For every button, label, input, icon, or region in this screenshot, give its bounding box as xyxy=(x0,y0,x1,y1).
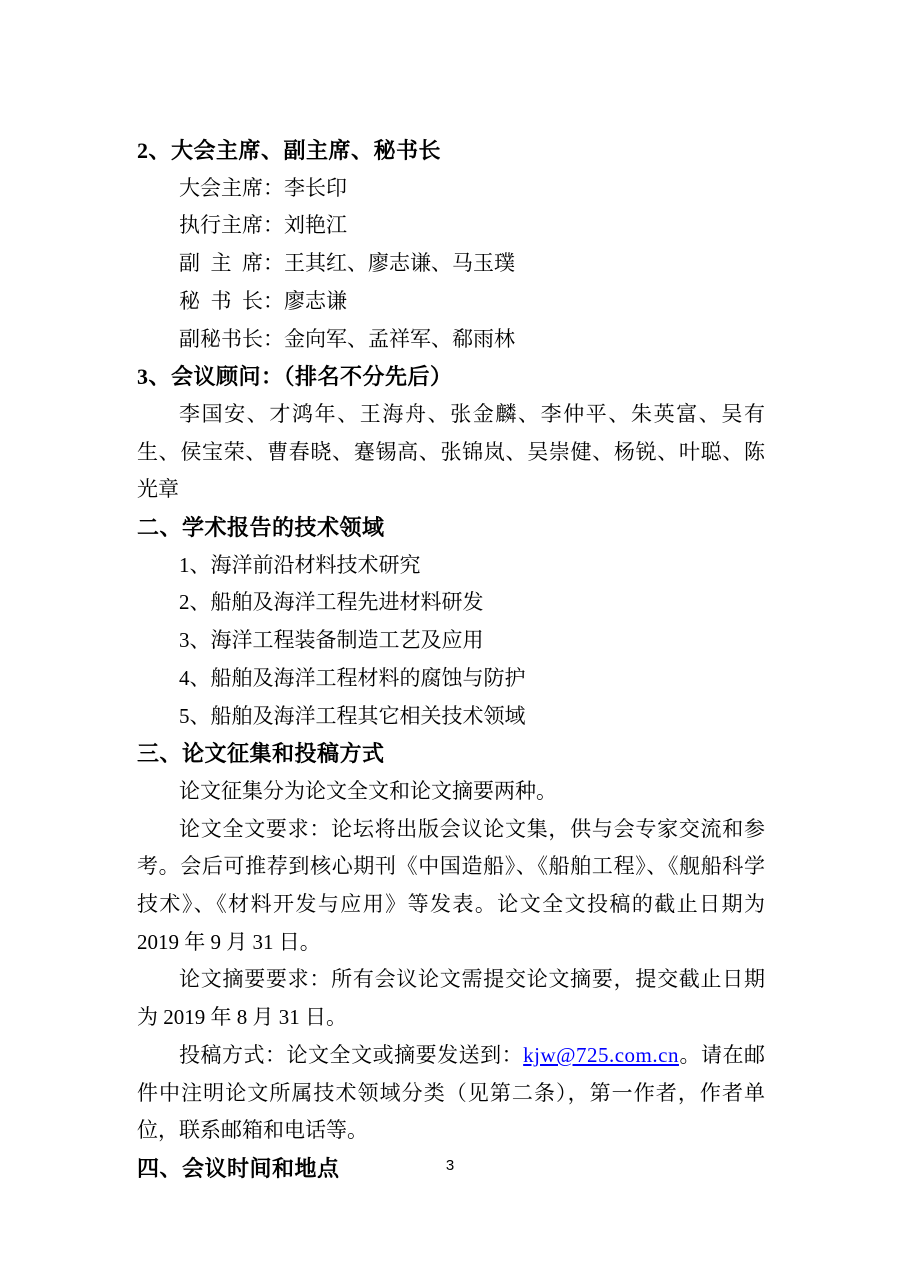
officer-line-executive-chairman: 执行主席：刘艳江 xyxy=(179,213,347,238)
heading-topics: 二、学术报告的技术领域 xyxy=(137,515,385,541)
submission-email-link[interactable]: kjw@725.com.cn xyxy=(523,1042,679,1067)
submission-paragraph-method xyxy=(137,1037,765,1150)
officer-line-chairman: 大会主席：李长印 xyxy=(179,175,347,200)
page-number: 3 xyxy=(445,1157,455,1174)
topic-item-2: 2、船舶及海洋工程先进材料研发 xyxy=(179,590,484,615)
submission-method-text-after: 。请在邮件中注明论文所属技术领域分类（见第二条），第一作者，作者单位，联系邮箱和电话等。 xyxy=(137,1042,766,1143)
document-body xyxy=(137,132,765,1188)
heading-chairs: 2、大会主席、副主席、秘书长 xyxy=(137,138,442,163)
submission-paragraph-abstract: 论文摘要要求：所有会议论文需提交论文摘要，提交截止日期为 2019 年 8 月 31 日。 xyxy=(137,967,765,1030)
topic-item-3: 3、海洋工程装备制造工艺及应用 xyxy=(179,628,484,653)
heading-submission: 三、论文征集和投稿方式 xyxy=(137,741,385,767)
submission-method-text-before: 投稿方式：论文全文或摘要发送到： xyxy=(179,1042,524,1067)
submission-paragraph-fulltext: 论文全文要求：论坛将出版会议论文集，供与会专家交流和参考。会后可推荐到核心期刊《中国造船》、《船舶工程》、《舰船科学技术》、《材料开发与应用》等发表。论文全文投稿的截止日期为 2019 年 9 月 31 日。 xyxy=(137,816,765,954)
advisor-names-paragraph: 李国安、才鸿年、王海舟、张金麟、李仲平、朱英富、吴有生、侯宝荣、曹春晓、蹇锡高、张锦岚、吴崇健、杨锐、叶聪、陈光章 xyxy=(137,401,765,502)
submission-paragraph-types: 论文征集分为论文全文和论文摘要两种。 xyxy=(179,778,557,803)
topic-item-1: 1、海洋前沿材料技术研究 xyxy=(179,552,421,577)
topic-item-4: 4、船舶及海洋工程材料的腐蚀与防护 xyxy=(179,665,526,690)
heading-advisors: 3、会议顾问：（排名不分先后） xyxy=(137,364,453,390)
officer-line-vice-chairmen: 副 主 席：王其红、廖志谦、马玉璞 xyxy=(179,251,515,276)
topic-item-5: 5、船舶及海洋工程其它相关技术领域 xyxy=(179,703,526,728)
officer-line-secretary-general: 秘 书 长：廖志谦 xyxy=(179,288,347,313)
heading-venue: 四、会议时间和地点 xyxy=(137,1155,340,1181)
officer-line-deputy-secretaries: 副秘书长：金向军、孟祥军、郗雨林 xyxy=(179,326,515,351)
